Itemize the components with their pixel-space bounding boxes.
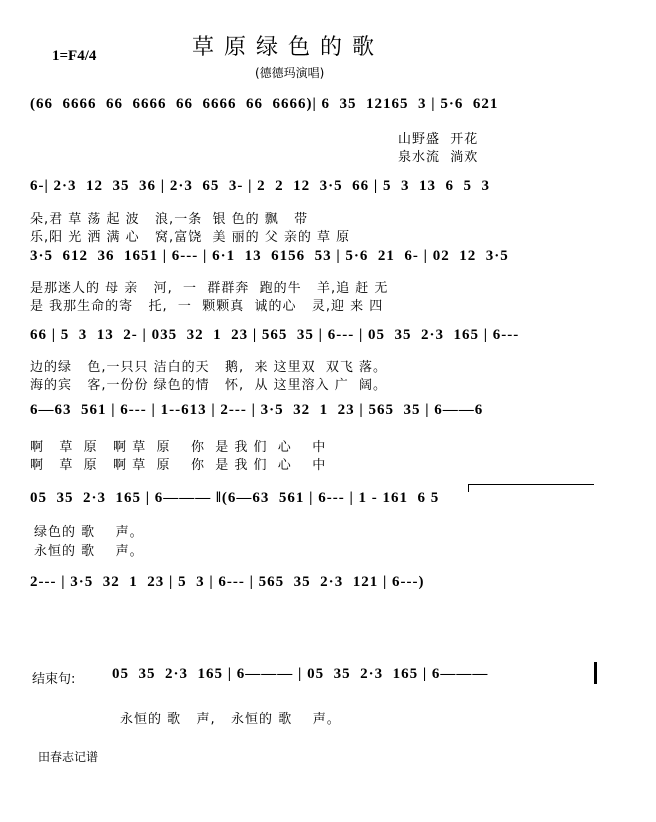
notation-line: (66 6666 66 6666 66 6666 66 6666)| 6 35 12165 3 | 5·6 621 <box>30 96 499 112</box>
lyric-line: 乐,阳 光 洒 满 心 窝,富饶 美 丽的 父 亲的 草 原 <box>30 230 351 245</box>
lyric-line: 啊 草 原 啊 草 原 你 是 我 们 心 中 <box>30 458 327 473</box>
lyric-line: 是 我那生命的寄 托, 一 颗颗真 诚的心 灵,迎 来 四 <box>30 299 384 314</box>
lyric-line: 边的绿 色,一只只 洁白的天 鹅, 来 这里双 双飞 落。 <box>30 360 387 375</box>
notation-line: 05 35 2·3 165 | 6——— ‖(6—63 561 | 6--- | 1 - 161 6 5 <box>30 490 440 506</box>
notation-line: 6-| 2·3 12 35 36 | 2·3 65 3- | 2 2 12 3·5 66 | 5 3 13 6 5 3 <box>30 178 490 194</box>
performer-note: (德德玛演唱) <box>255 66 325 80</box>
ending-label: 结束句: <box>32 672 76 687</box>
notation-line: 66 | 5 3 13 2- | 035 32 1 23 | 565 35 | 6--- | 05 35 2·3 165 | 6--- <box>30 327 520 343</box>
lyric-line: 泉水流 淌欢 <box>398 150 479 165</box>
notation-line: 6—63 561 | 6--- | 1--613 | 2--- | 3·5 32 1 23 | 565 35 | 6——6 <box>30 402 484 418</box>
volta-bracket-end <box>468 484 469 492</box>
key-signature: 1=F4/4 <box>52 48 97 64</box>
lyric-line: 绿色的 歌 声。 <box>34 525 144 540</box>
lyric-line: 啊 草 原 啊 草 原 你 是 我 们 心 中 <box>30 440 327 455</box>
ending-lyrics: 永恒的 歌 声, 永恒的 歌 声。 <box>120 712 341 727</box>
notation-line: 3·5 612 36 1651 | 6--- | 6·1 13 6156 53 | 5·6 21 6- | 02 12 3·5 <box>30 248 509 264</box>
song-title: 草原绿色的歌 <box>192 35 385 60</box>
lyric-line: 山野盛 开花 <box>398 132 479 147</box>
volta-bracket <box>468 484 594 485</box>
ending-notation: 05 35 2·3 165 | 6——— | 05 35 2·3 165 | 6——— <box>112 666 489 682</box>
lyric-line: 是那迷人的 母 亲 河, 一 群群奔 跑的牛 羊,追 赶 无 <box>30 281 389 296</box>
lyric-line: 海的宾 客,一份份 绿色的情 怀, 从 这里溶入 广 阔。 <box>30 378 387 393</box>
lyric-line: 朵,君 草 荡 起 波 浪,一条 银 色的 飘 带 <box>30 212 309 227</box>
transcriber-credit: 田春志记谱 <box>38 750 99 764</box>
lyric-line: 永恒的 歌 声。 <box>34 544 144 559</box>
notation-line: 2--- | 3·5 32 1 23 | 5 3 | 6--- | 565 35 2·3 121 | 6---) <box>30 574 425 590</box>
final-barline <box>594 662 597 684</box>
